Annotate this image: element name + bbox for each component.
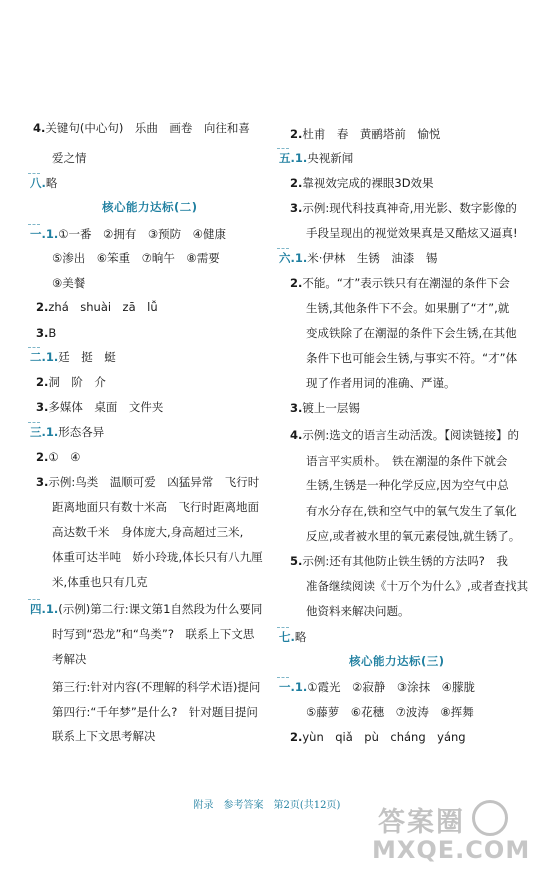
watermark-top: 答案圈 xyxy=(378,807,465,838)
answer-line xyxy=(306,578,528,594)
answer-text: ⑤渗出 ⑥笨重 ⑦晌午 ⑧需要 xyxy=(52,251,220,265)
answer-line xyxy=(306,325,517,341)
answer-text: 米,体重也只有几克 xyxy=(52,575,148,589)
watermark-bottom: MXQE.COM xyxy=(372,836,531,864)
answer-line xyxy=(52,150,87,166)
item-number: 2. xyxy=(290,276,303,290)
item-number: 2. xyxy=(36,300,49,314)
answer-text: ⑨美餐 xyxy=(52,276,86,290)
answer-line xyxy=(279,150,353,166)
answer-line xyxy=(290,427,519,443)
watermark-circle-icon xyxy=(472,800,508,836)
answer-line xyxy=(306,477,509,493)
section-title-left: 核心能力达标(二) xyxy=(102,200,198,214)
item-number: 四.1. xyxy=(30,602,59,616)
answer-text: 条件下也可能会生锈,与事实不符。“才”体 xyxy=(306,351,518,365)
answer-line xyxy=(290,400,360,416)
item-number: 2. xyxy=(290,176,303,190)
item-number: 3. xyxy=(36,400,49,414)
answer-line xyxy=(306,603,410,619)
item-number: 3. xyxy=(36,475,49,489)
answer-line xyxy=(52,250,220,266)
answer-text: ① ④ xyxy=(48,450,81,464)
answer-text: 语言平实质朴。 铁在潮湿的条件下就会 xyxy=(306,454,508,468)
item-number: 3. xyxy=(290,401,303,415)
answer-text: 考解决 xyxy=(52,652,87,666)
answer-line xyxy=(52,651,87,667)
answer-text: 廷 挺 蜓 xyxy=(58,350,116,364)
answer-text: 生锈,其他条件下不会。如果删了“才”,就 xyxy=(306,301,510,315)
answer-line xyxy=(306,350,517,366)
answer-line xyxy=(30,349,116,365)
answer-text: 第四行:“千年梦”是什么? 针对题目提问 xyxy=(52,705,258,719)
answer-line xyxy=(30,226,226,242)
answer-line xyxy=(290,200,517,216)
section-marker xyxy=(28,224,40,225)
item-number: 3. xyxy=(290,201,303,215)
answer-line xyxy=(36,474,259,490)
answer-text: 略 xyxy=(294,630,307,644)
answer-text: 洞 阶 介 xyxy=(48,375,106,389)
item-number: 八. xyxy=(30,176,46,190)
section-marker xyxy=(277,677,289,678)
answer-text: 靠视效完成的裸眼3D效果 xyxy=(302,176,434,190)
answer-text: 时写到“恐龙”和“鸟类”? 联系上下文思 xyxy=(52,627,255,641)
answer-line xyxy=(290,275,510,291)
answer-text: zhá shuài zā lǚ xyxy=(48,300,158,314)
item-number: 2. xyxy=(36,375,49,389)
item-number: 一.1. xyxy=(279,680,308,694)
answer-text: yùn qiǎ pù cháng yáng xyxy=(302,730,466,744)
item-number: 七. xyxy=(279,630,295,644)
section-marker xyxy=(277,148,289,149)
answer-line xyxy=(36,399,163,415)
item-number: 2. xyxy=(290,730,303,744)
answer-text: 镀上一层锡 xyxy=(302,401,360,415)
answer-line xyxy=(306,375,456,391)
answer-line xyxy=(52,549,263,565)
answer-text: 反应,或者被水里的氧元素侵蚀,就生锈了。 xyxy=(306,529,521,543)
answer-text: ⑤藤萝 ⑥花穗 ⑦波涛 ⑧挥舞 xyxy=(306,705,474,719)
answer-text: 不能。“才”表示铁只有在潮湿的条件下会 xyxy=(302,276,510,290)
answer-text: B xyxy=(48,326,57,340)
item-number: 2. xyxy=(290,127,303,141)
answer-text: 他资料来解决问题。 xyxy=(306,604,410,618)
answer-line xyxy=(306,528,520,544)
answer-line xyxy=(306,503,517,519)
answer-text: 体重可达半吨 娇小玲珑,体长只有八九厘 xyxy=(52,550,263,564)
answer-text: 多媒体 桌面 文件夹 xyxy=(48,400,164,414)
item-number: 三.1. xyxy=(30,425,59,439)
answer-line xyxy=(36,325,56,341)
answer-text: (示例)第二行:课文第1自然段为什么要同 xyxy=(58,602,263,616)
answer-line xyxy=(52,275,85,291)
answer-text: 有水分存在,铁和空气中的氧气发生了氧化 xyxy=(306,504,517,518)
section-marker xyxy=(28,347,40,348)
answer-line xyxy=(30,175,57,191)
answer-line xyxy=(279,629,306,645)
answer-text: 高达数千米 身体庞大,身高超过三米, xyxy=(52,525,244,539)
item-number: 一.1. xyxy=(30,227,59,241)
answer-text: 生锈,生锈是一种化学反应,因为空气中总 xyxy=(306,478,509,492)
answer-line xyxy=(52,728,156,744)
answer-line xyxy=(306,704,474,720)
item-number: 4. xyxy=(290,428,303,442)
answer-text: 示例:选文的语言生动活泼。【阅读链接】的 xyxy=(302,428,519,442)
answer-text: ①一番 ②拥有 ③预防 ④健康 xyxy=(58,227,226,241)
answer-line xyxy=(30,601,262,617)
section-marker xyxy=(28,422,40,423)
answer-text: 略 xyxy=(45,176,58,190)
answer-text: 第三行:针对内容(不理解的科学术语)提问 xyxy=(52,680,261,694)
answer-line xyxy=(36,374,106,390)
answer-line xyxy=(52,679,260,695)
answer-line xyxy=(52,704,258,720)
section-marker xyxy=(28,599,40,600)
item-number: 二.1. xyxy=(30,350,59,364)
answer-line xyxy=(36,449,81,465)
answer-line xyxy=(52,499,259,515)
answer-line xyxy=(52,574,148,590)
answer-text: 变成铁除了在潮湿的条件下会生锈,在其他 xyxy=(306,326,517,340)
answer-text: 示例:鸟类 温顺可爱 凶猛异常 飞行时 xyxy=(48,475,260,489)
item-number: 2. xyxy=(36,450,49,464)
answer-text: 距离地面只有数十米高 飞行时距离地面 xyxy=(52,500,259,514)
item-number: 3. xyxy=(36,326,49,340)
answer-text: 手段呈现出的视觉效果真是又酷炫又逼真! xyxy=(306,226,518,240)
item-number: 六.1. xyxy=(279,251,308,265)
item-number: 4. xyxy=(33,121,46,135)
answer-line xyxy=(279,250,437,266)
answer-text: 联系上下文思考解决 xyxy=(52,729,156,743)
answer-line xyxy=(306,300,509,316)
watermark-logo xyxy=(372,800,531,866)
answer-line xyxy=(36,299,158,315)
answer-text: 央视新闻 xyxy=(307,151,354,165)
answer-text: 杜甫 春 黄鹂塔前 愉悦 xyxy=(302,127,441,141)
answer-text: 准备继续阅读《十万个为什么》,或者查找其 xyxy=(306,579,529,593)
answer-text: ①霞光 ②寂静 ③涂抹 ④朦胧 xyxy=(307,680,475,694)
section-marker xyxy=(277,627,289,628)
answer-line xyxy=(33,120,250,136)
answer-text: 关键句(中心句) 乐曲 画卷 向往和喜 xyxy=(45,121,250,135)
answer-text: 示例:现代科技真神奇,用光影、数字影像的 xyxy=(302,201,517,215)
answer-text: 现了作者用词的准确、严谨。 xyxy=(306,376,456,390)
answer-line xyxy=(306,225,518,241)
answer-text: 米·伊林 生锈 油漆 锡 xyxy=(307,251,438,265)
item-number: 五.1. xyxy=(279,151,308,165)
answer-text: 示例:还有其他防止铁生锈的方法吗? 我 xyxy=(302,554,508,568)
answer-line xyxy=(30,424,104,440)
answer-line xyxy=(52,626,254,642)
section-marker xyxy=(28,173,40,174)
answer-text: 爱之情 xyxy=(52,151,87,165)
answer-text: 形态各异 xyxy=(58,425,105,439)
answer-line xyxy=(290,126,440,142)
page-footer: 附录 参考答案 第2页(共12页) xyxy=(193,800,341,811)
answer-line xyxy=(52,524,243,540)
answer-line xyxy=(306,453,507,469)
answer-line xyxy=(290,729,466,745)
section-marker xyxy=(277,248,289,249)
answer-line xyxy=(290,553,508,569)
item-number: 5. xyxy=(290,554,303,568)
answer-line xyxy=(290,175,434,191)
answer-line xyxy=(279,679,475,695)
section-title-right: 核心能力达标(三) xyxy=(349,654,445,668)
